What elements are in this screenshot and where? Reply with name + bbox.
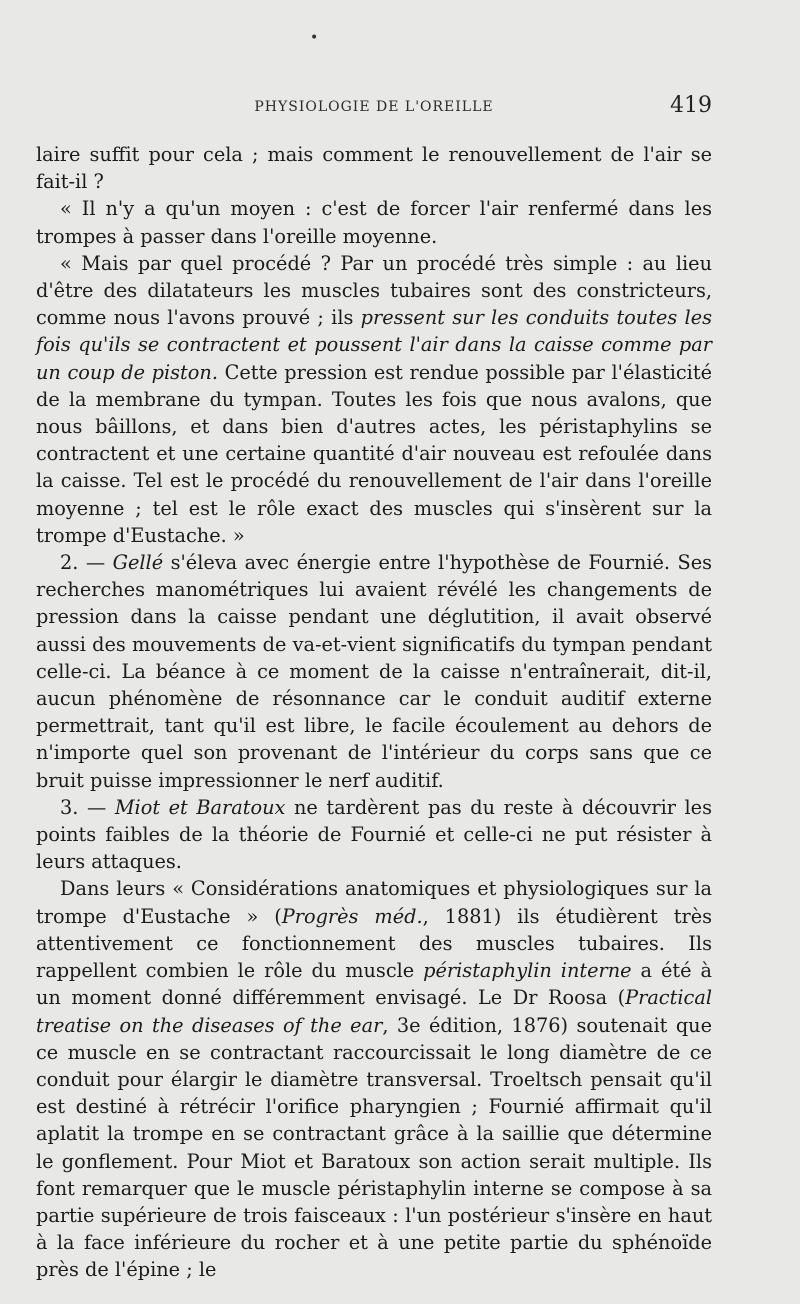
paragraph-4 xyxy=(36,549,712,794)
paragraph-5-text: ne tardèrent pas du reste à découvrir les points faibles de la théorie de Fournié et celle-ci ne put résister à leurs attaques. xyxy=(36,795,712,874)
paragraph-5-number: 3. — xyxy=(60,795,115,819)
paragraph-5-authors: Miot et Baratoux xyxy=(114,795,286,819)
paragraph-6-text-a: Dans leurs « Considérations anatomiques et physiologiques sur la trompe d'Eustache » ( xyxy=(36,877,712,928)
paragraph-4-author: Gellé xyxy=(112,551,164,575)
paragraph-3-text-end: Cette pression est rendue possible par l'élasticité de la membrane du tympan. Toutes les fois que nous avalons, que nous bâillons, et dans bien d'autres actes, les péristaphylins se contractent et une certaine quantité d'air nouveau est refoulée dans la caisse. Tel est le procédé du renouvellement de l'air dans l'oreille moyenne ; tel est le rôle exact des muscles qui s'insèrent sur la trompe d'Eustache. » xyxy=(36,360,712,547)
paragraph-6-text-c: , 1881) ils étudièrent très attentivement ce fonctionnement des muscles tubaires. Ils rappellent combien le rôle du muscle xyxy=(36,904,712,983)
running-head: PHYSIOLOGIE DE L'OREILLE xyxy=(254,99,494,115)
paragraph-4-text: s'éleva avec énergie entre l'hypothèse de Fournié. Ses recherches manométriques lui avaient révélé les changements de pression dans la caisse pendant une déglutition, il avait observé aussi des mouvements de va-et-vient significatifs du tympan pendant celle-ci. La béance à ce moment de la caisse n'entraînerait, dit-il, aucun phénomène de résonnance car le conduit auditif externe permettrait, tant qu'il est libre, le facile écoulement au dehors de n'importe quel son provenant de l'intérieur du corps sans que ce bruit puisse impressionner le nerf auditif. xyxy=(36,551,713,792)
paragraph-2: « Il n'y a qu'un moyen : c'est de forcer l'air renfermé dans les trompes à passer dans l'oreille moyenne. xyxy=(36,197,712,248)
paragraph-3-text: « Mais par quel procédé ? Par un procédé très simple : au lieu d'être des dilatateurs les muscles tubaires sont des constricteurs, comme nous l'avons prouvé ; ils xyxy=(36,251,712,330)
paragraph-6-book-title: Practical treatise on the diseases of the ear xyxy=(36,986,712,1037)
paragraph-4-number: 2. — xyxy=(60,551,113,575)
paragraph-6-text-e: a été à un moment donné différemment envisagé. Le Dr Roosa ( xyxy=(36,959,712,1010)
printer-mark: • xyxy=(310,30,319,46)
paragraph-6-journal: Progrès méd. xyxy=(281,904,423,928)
paragraph-6 xyxy=(36,875,712,1283)
paragraph-1: laire suffit pour cela ; mais comment le renouvellement de l'air se fait-il ? xyxy=(36,143,712,194)
page-number: 419 xyxy=(670,93,712,118)
paragraph-3-italic: pressent sur les conduits toutes les fois qu'ils se contractent et poussent l'air dans la caisse comme par un coup de piston. xyxy=(36,306,712,384)
page-header xyxy=(36,95,712,125)
body-text xyxy=(36,141,712,1284)
paragraph-6-muscle: péristaphylin interne xyxy=(423,959,632,983)
paragraph-3 xyxy=(36,250,712,549)
paragraph-6-text-g: , 3e édition, 1876) soutenait que ce muscle en se contractant raccourcissait le long diamètre de ce conduit pour élargir le diamètre transversal. Troeltsch pensait qu'il est destiné à rétrécir l'orifice pharyngien ; Fournié affirmait qu'il aplatit la trompe en se contractant grâce à la saillie que détermine le gonflement. Pour Miot et Baratoux son action serait multiple. Ils font remarquer que le muscle péristaphylin interne se compose à sa partie supérieure de trois faisceaux : l'un postérieur s'insère en haut à la face inférieure du rocher et à une petite partie du sphénoïde près de l'épine ; le xyxy=(36,1013,712,1282)
paragraph-5 xyxy=(36,794,712,876)
